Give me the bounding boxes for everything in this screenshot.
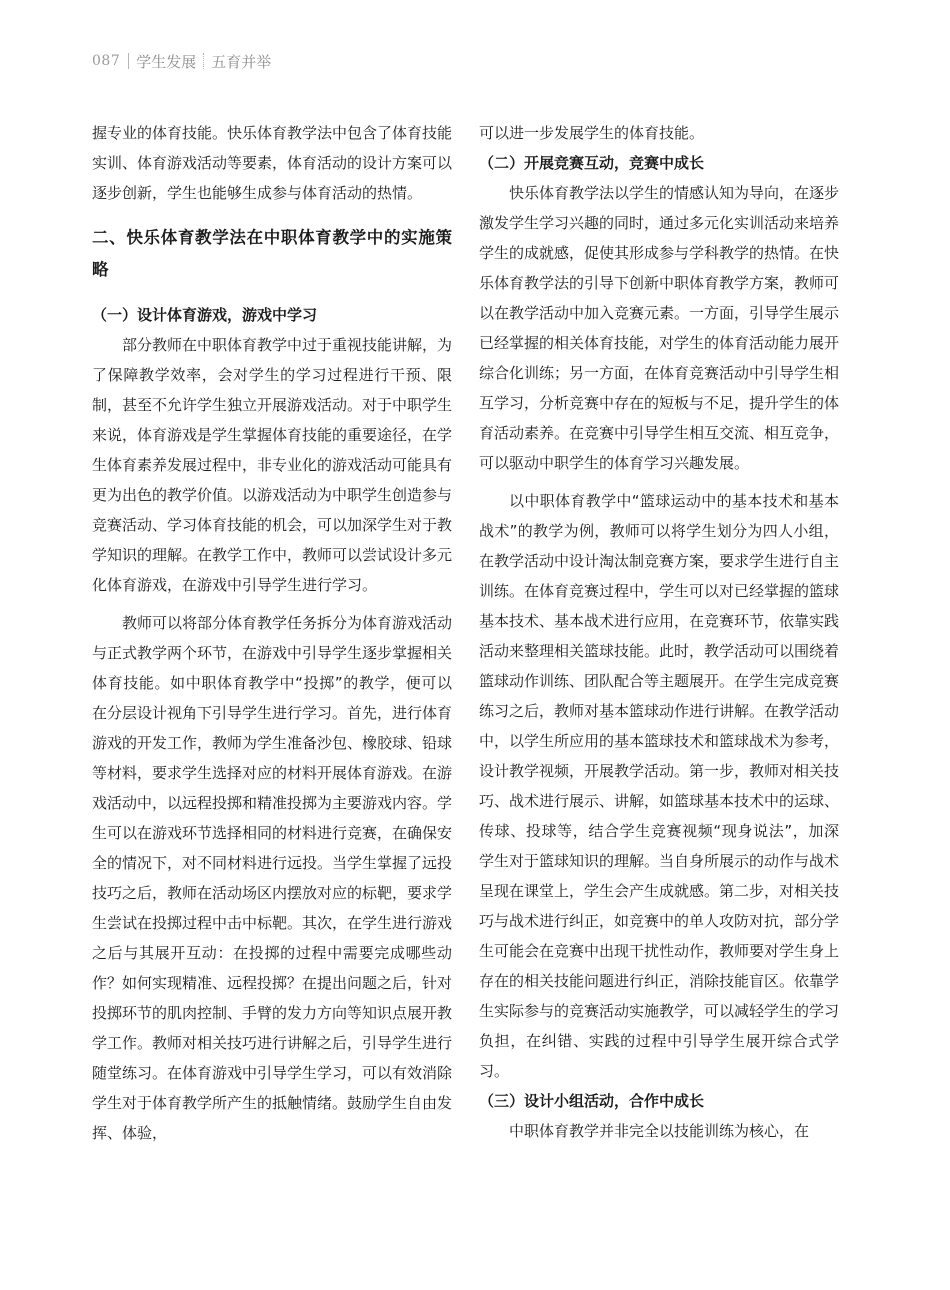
paragraph: 中职体育教学并非完全以技能训练为核心，在 bbox=[509, 1122, 810, 1140]
header-dotted-divider bbox=[203, 53, 204, 69]
subsection-heading-1: （一）设计体育游戏，游戏中学习 bbox=[92, 306, 318, 324]
left-column bbox=[92, 118, 452, 1148]
paragraph: 部分教师在中职体育教学中过于重视技能讲解，为了保障教学效率，会对学生的学习过程进行干预、限制，甚至不允许学生独立开展游戏活动。对于中职学生来说，体育游戏是学生掌握体育技能的重要途径，在学生体育素养发展过程中，非专业化的游戏活动可能具有更为出色的教学价值。以游戏活动为中职学生创造参与竞赛活动、学习体育技能的机会，可以加深学生对于教学知识的理解。在教学工作中，教师可以尝试设计多元化体育游戏，在游戏中引导学生进行学习。 bbox=[92, 336, 453, 594]
header-divider bbox=[128, 53, 129, 69]
header-section: 学生发展 bbox=[136, 52, 197, 71]
page-number: 087 bbox=[92, 53, 121, 69]
subsection-heading-3: （三）设计小组活动，合作中成长 bbox=[479, 1092, 705, 1110]
section-heading: 二、快乐体育教学法在中职体育教学中的实施策略 bbox=[92, 228, 452, 279]
subsection-heading-2: （二）开展竞赛互动，竞赛中成长 bbox=[479, 154, 705, 172]
paragraph-intro: 握专业的体育技能。快乐体育教学法中包含了体育技能实训、体育游戏活动等要素，体育活动的设计方案可以逐步创新，学生也能够生成参与体育活动的热情。 bbox=[92, 124, 453, 202]
paragraph-continued: 可以进一步发展学生的体育技能。 bbox=[479, 124, 705, 142]
paragraph: 教师可以将部分体育教学任务拆分为体育游戏活动与正式教学两个环节，在游戏中引导学生逐步掌握相关体育技能。如中职体育教学中“投掷”的教学，便可以在分层设计视角下引导学生进行学习。首先，进行体育游戏的开发工作，教师为学生准备沙包、橡胶球、铅球等材料，要求学生选择对应的材料开展体育游戏。在游戏活动中，以远程投掷和精准投掷为主要游戏内容。学生可以在游戏环节选择相同的材料进行竞赛，在确保安全的情况下，对不同材料进行远投。当学生掌握了远投技巧之后，教师在活动场区内摆放对应的标靶，要求学生尝试在投掷过程中击中标靶。其次，在学生进行游戏之后与其展开互动：在投掷的过程中需要完成哪些动作？如何实现精准、远程投掷？在提出问题之后，针对投掷环节的肌肉控制、手臂的发力方向等知识点展开教学工作。教师对相关技巧进行讲解之后，引导学生进行随堂练习。在体育游戏中引导学生学习，可以有效消除学生对于体育教学所产生的抵触情绪。鼓励学生自由发挥、体验， bbox=[92, 614, 453, 1142]
right-column bbox=[479, 118, 839, 1146]
running-header bbox=[92, 47, 271, 75]
header-subsection: 五育并举 bbox=[211, 52, 272, 71]
paragraph: 快乐体育教学法以学生的情感认知为导向，在逐步激发学生学习兴趣的同时，通过多元化实训活动来培养学生的成就感，促使其形成参与学科教学的热情。在快乐体育教学法的引导下创新中职体育教学方案，教师可以在教学活动中加入竞赛元素。一方面，引导学生展示已经掌握的相关体育技能，对学生的体育活动能力展开综合化训练；另一方面，在体育竞赛活动中引导学生相互学习，分析竞赛中存在的短板与不足，提升学生的体育活动素养。在竞赛中引导学生相互交流、相互竞争，可以驱动中职学生的体育学习兴趣发展。 bbox=[479, 184, 840, 472]
paragraph: 以中职体育教学中“篮球运动中的基本技术和基本战术”的教学为例，教师可以将学生划分为四人小组，在教学活动中设计淘汰制竞赛方案，要求学生进行自主训练。在体育竞赛过程中，学生可以对已经掌握的篮球基本技术、基本战术进行应用，在竞赛环节，依靠实践活动来整理相关篮球技能。此时，教学活动可以围绕着篮球动作训练、团队配合等主题展开。在学生完成竞赛练习之后，教师对基本篮球动作进行讲解。在教学活动中，以学生所应用的基本篮球技术和篮球战术为参考，设计教学视频，开展教学活动。第一步，教师对相关技巧、战术进行展示、讲解，如篮球基本技术中的运球、传球、投球等，结合学生竞赛视频“现身说法”，加深学生对于篮球知识的理解。当自身所展示的动作与战术呈现在课堂上，学生会产生成就感。第二步，对相关技巧与战术进行纠正，如竞赛中的单人攻防对抗，部分学生可能会在竞赛中出现干扰性动作，教师要对学生身上存在的相关技能问题进行纠正，消除技能盲区。依靠学生实际参与的竞赛活动实施教学，可以减轻学生的学习负担，在纠错、实践的过程中引导学生展开综合式学习。 bbox=[479, 492, 840, 1080]
